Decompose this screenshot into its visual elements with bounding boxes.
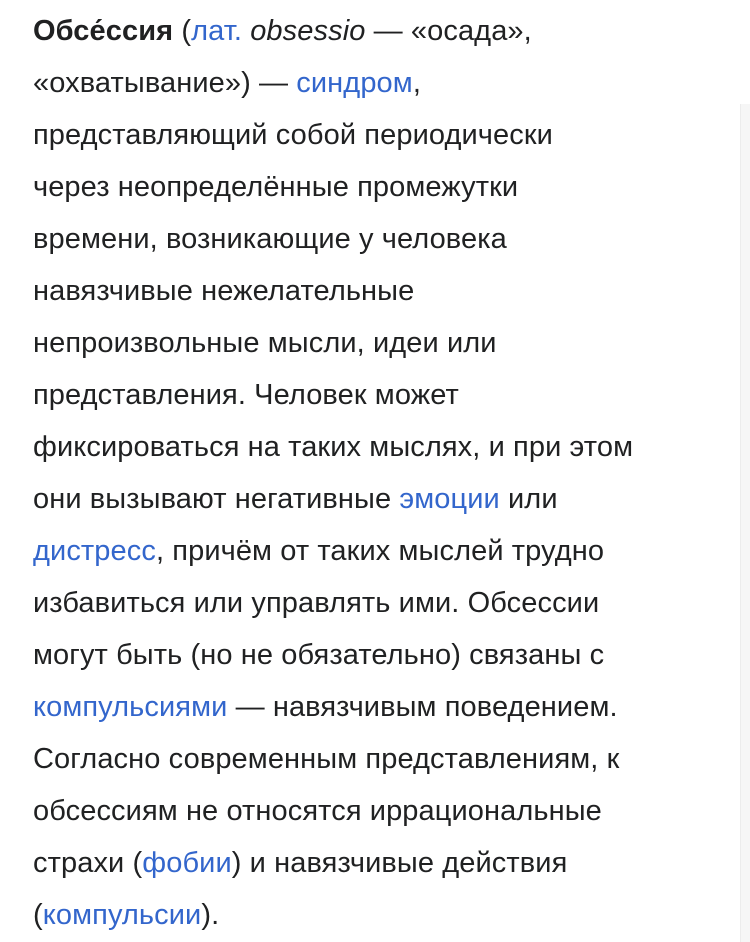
- paragraph-line-3: представляющий собой периодически: [33, 119, 553, 151]
- text-segment: ) и навязчивые действия: [231, 847, 568, 879]
- paragraph-line-11: [33, 525, 723, 577]
- text-segment: «охватывание») —: [33, 67, 297, 99]
- paragraph-line-15: Согласно современным представлениям, к: [33, 743, 620, 775]
- text-segment: ).: [201, 899, 220, 931]
- text-segment: (: [173, 15, 192, 47]
- paragraph-line-14: [33, 681, 723, 733]
- paragraph-line-5: времени, возникающие у человека: [33, 223, 507, 255]
- link-compulsions[interactable]: компульсиями: [33, 691, 228, 723]
- link-latin[interactable]: лат.: [191, 15, 243, 47]
- link-emotions[interactable]: эмоции: [399, 483, 500, 515]
- paragraph-line-18: [33, 889, 723, 941]
- text-segment: (: [33, 899, 43, 931]
- latin-term: obsessio: [250, 15, 366, 47]
- text-segment: или: [499, 483, 558, 515]
- paragraph-line-8: представления. Человек может: [33, 379, 459, 411]
- link-syndrome[interactable]: синдром: [296, 67, 413, 99]
- text-segment: страхи (: [33, 847, 143, 879]
- text-segment: — «осада»,: [365, 15, 532, 47]
- link-distress[interactable]: дистресс: [33, 535, 156, 567]
- paragraph-line-10: [33, 473, 723, 525]
- text-segment: — навязчивым поведением.: [227, 691, 618, 723]
- text-segment: они вызывают негативные: [33, 483, 400, 515]
- paragraph-line-2: [33, 57, 723, 109]
- article-paragraph: [33, 5, 723, 941]
- text-segment: , причём от таких мыслей трудно: [155, 535, 605, 567]
- paragraph-line-12: избавиться или управлять ими. Обсессии: [33, 587, 600, 619]
- article-title: Обсе́ссия: [33, 15, 174, 47]
- paragraph-line-1: [33, 5, 723, 57]
- paragraph-line-4: через неопределённые промежутки: [33, 171, 519, 203]
- paragraph-line-17: [33, 837, 723, 889]
- link-phobias[interactable]: фобии: [142, 847, 232, 879]
- text-segment: ,: [412, 67, 421, 99]
- paragraph-line-7: непроизвольные мысли, идеи или: [33, 327, 497, 359]
- paragraph-line-6: навязчивые нежелательные: [33, 275, 415, 307]
- paragraph-line-9: фиксироваться на таких мыслях, и при этом: [33, 431, 634, 463]
- link-compulsii[interactable]: компульсии: [42, 899, 202, 931]
- paragraph-line-16: обсессиям не относятся иррациональные: [33, 795, 602, 827]
- scrollbar-track[interactable]: [740, 104, 750, 942]
- paragraph-line-13: могут быть (но не обязательно) связаны с: [33, 639, 605, 671]
